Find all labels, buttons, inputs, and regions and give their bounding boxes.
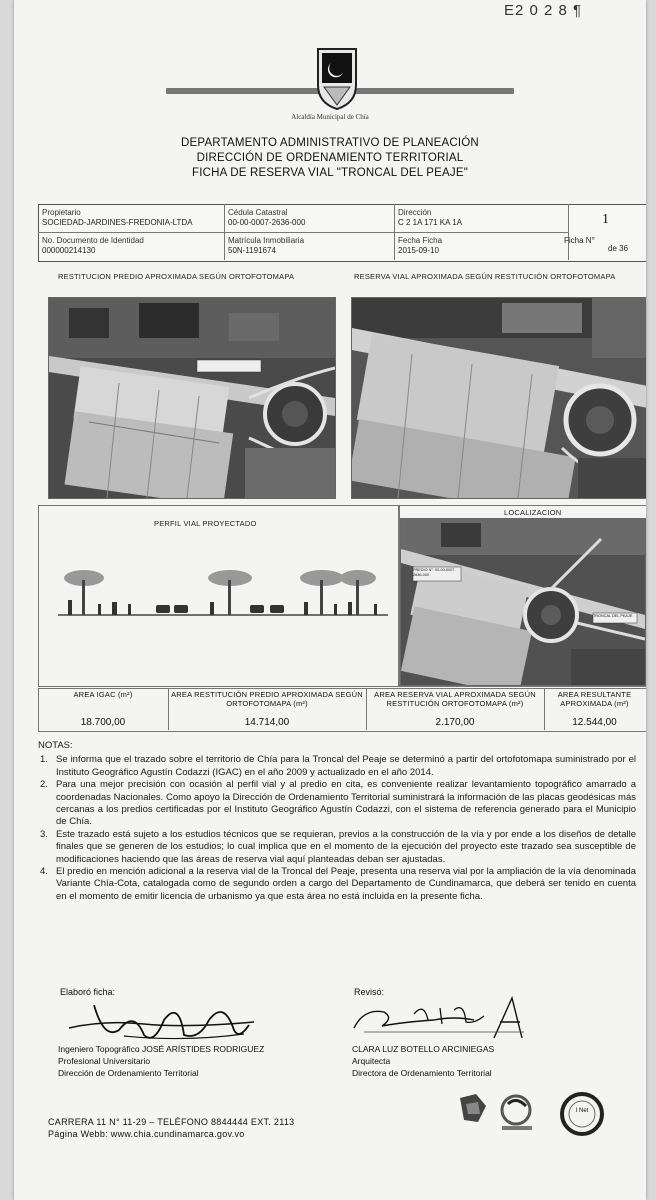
note-item: 2. Para una mejor precisión con ocasión al perfil vial y al predio en cita, es conveniente realizar levantamiento topográfico amarrado a coordenadas Nacionales. Como apoyo la Dirección de Ordenamiento Territorial suministrará la información de las placas geodésicas más cercanas a los predios certificadas por el Instituto Geográfico Agustín Codazzi, con el sistema de referencia generado para el Municipio de Chía. — [40, 779, 636, 828]
matricula-cell — [228, 236, 304, 256]
localizacion-title: LOCALIZACION — [504, 508, 562, 517]
localizacion-orthophoto — [400, 518, 646, 686]
documento-cell — [42, 236, 144, 256]
notes-section — [38, 740, 636, 903]
notes-title: NOTAS: — [38, 740, 73, 751]
note-text: El predio en mención adicional a la reserva vial de la Troncal del Peaje, presenta una reserva vial por la ampliación de la vía denominada Variante Chía-Cota, catalogada como de segundo orden a cargo del Departamento de Cundinamarca, que deberá ser tenido en cuenta en el momento de emitir licencia de urbanismo ya que esta área no está incluida en la presente ficha. — [56, 866, 636, 902]
reserva-orthophoto — [351, 297, 646, 499]
area-restitucion-value: 14.714,00 — [244, 717, 290, 728]
left-signature-label: Elaboró ficha: — [60, 987, 116, 997]
footer-address: CARRERA 11 N° 11-29 – TELÉFONO 8844444 EXT. 2113 — [48, 1117, 295, 1127]
reserva-title: RESERVA VIAL APROXIMADA SEGÚN RESTITUCIÓN ORTOFOTOMAPA — [354, 272, 616, 281]
documento-label: No. Documento de Identidad — [42, 236, 144, 245]
note-item: 1. Se informa que el trazado sobre el territorio de Chía para la Troncal del Peaje se determinó a partir del ortofotomapa suministrado por el Instituto Geográfico Agustín Codazzi (IGAC) en el año 2009 y actualizado en el año 2014. — [40, 754, 636, 778]
left-signer-name: Ingeniero Topográfico JOSÉ ARÍSTIDES RODRIGUEZ — [58, 1044, 265, 1054]
title-department: DEPARTAMENTO ADMINISTRATIVO DE PLANEACIÓN — [181, 137, 479, 149]
left-signature-icon — [64, 990, 264, 1050]
perfil-title: PERFIL VIAL PROYECTADO — [154, 519, 257, 528]
footer — [48, 1116, 294, 1140]
right-signer-role: Arquitecta — [352, 1056, 391, 1066]
document-page — [14, 0, 646, 1200]
fecha-label: Fecha Ficha — [398, 236, 443, 245]
right-signature-icon — [344, 992, 534, 1044]
propietario-cell — [42, 208, 193, 228]
predio-tag: PREDIO N°: 00-00-0007-2636-000 — [413, 568, 456, 577]
title-direction: DIRECCIÓN DE ORDENAMIENTO TERRITORIAL — [196, 152, 464, 164]
document-titles — [14, 136, 646, 181]
direccion-value: C 2 1A 171 KA 1A — [398, 218, 463, 227]
restitucion-orthophoto — [48, 297, 336, 499]
propietario-value: SOCIEDAD-JARDINES-FREDONIA-LTDA — [42, 218, 193, 227]
note-text: Este trazado está sujeto a los estudios técnicos que se requieran, previos a la construcción de la vía y por ende a los diseños de detalle finales que se generen de los estudios; lo cual implica que en el momento de la ejecución del proyecto este trazado sea susceptible de modificaciones haciendo que las áreas de reserva vial aquí planteadas deban ser ajustadas. — [56, 828, 636, 865]
cedula-value: 00-00-0007-2636-000 — [228, 218, 306, 227]
left-signer-block — [58, 1043, 264, 1079]
info-divider — [394, 204, 395, 260]
chia-logo-icon — [502, 1096, 532, 1130]
cedula-label: Cédula Catastral — [228, 208, 288, 217]
right-signer-block — [352, 1043, 494, 1079]
area-igac-col — [38, 688, 169, 730]
ficha-number: 1 — [602, 212, 609, 227]
area-igac-label: AREA IGAC (m²) — [73, 690, 133, 699]
area-resultante-value: 12.544,00 — [572, 717, 617, 728]
matricula-value: 50N-1191674 — [228, 246, 276, 255]
documento-value: 000000214130 — [42, 246, 96, 255]
area-restitucion-col — [168, 688, 367, 730]
fecha-value: 2015-09-10 — [398, 246, 439, 255]
restitucion-title: RESTITUCION PREDIO APROXIMADA SEGÚN ORTOFOTOMAPA — [58, 272, 295, 281]
area-resultante-label: AREA RESULTANTE APROXIMADA (m²) — [557, 690, 632, 708]
area-reserva-value: 2.170,00 — [435, 717, 475, 728]
title-ficha: FICHA DE RESERVA VIAL "TRONCAL DEL PEAJE" — [191, 167, 469, 179]
stamp-number: E2 0 2 8 ¶ — [504, 2, 583, 19]
right-signature-label: Revisó: — [354, 987, 385, 997]
left-signer-dept: Dirección de Ordenamiento Territorial — [58, 1068, 199, 1078]
inet-logo-icon — [562, 1094, 602, 1134]
note-item: 4. El predio en mención adicional a la reserva vial de la Troncal del Peaje, presenta una reserva vial por la ampliación de la vía denominada Variante Chía-Cota, catalogada como de segundo orden a cargo del Departamento de Cundinamarca, que deberá ser tenido en cuenta en el momento de emitir licencia de urbanismo ya que esta área no está incluida en la presente ficha. — [40, 866, 636, 902]
left-signer-role: Profesional Universitario — [58, 1056, 151, 1066]
fecha-cell — [398, 236, 442, 256]
road-profile-drawing — [58, 560, 388, 622]
gov-shield-icon — [460, 1094, 486, 1122]
direccion-label: Dirección — [398, 208, 432, 217]
note-text: Se informa que el trazado sobre el territorio de Chía para la Troncal del Peaje se determinó a partir del ortofotomapa suministrado por el Instituto Geográfico Agustín Codazzi (IGAC) en el año 2009 y actualizado en el año 2014. — [56, 754, 636, 778]
info-divider — [224, 204, 225, 260]
area-igac-value: 18.700,00 — [80, 717, 126, 728]
area-restitucion-label: AREA RESTITUCIÓN PREDIO APROXIMADA SEGÚN ORTOFOTOMAPA (m²) — [171, 690, 363, 708]
cedula-cell — [228, 208, 305, 228]
ficha-total: de 36 — [608, 244, 629, 253]
ficha-label: Ficha N° — [564, 236, 595, 245]
municipality-caption: Alcaldía Municipal de Chía — [291, 113, 369, 121]
area-table-columns — [38, 688, 646, 730]
direccion-cell — [398, 208, 462, 228]
inet-logo-text: I Net — [575, 1108, 589, 1114]
area-reserva-label: AREA RESERVA VIAL APROXIMADA SEGÚN RESTITUCIÓN ORTOFOTOMAPA (m²) — [374, 690, 536, 708]
footer-logos — [454, 1092, 634, 1136]
matricula-label: Matrícula Inmobiliaria — [228, 236, 305, 245]
footer-web: Página Webb: www.chia.cundinamarca.gov.vo — [48, 1129, 245, 1139]
right-signer-dept: Directora de Ordenamiento Territorial — [352, 1068, 492, 1078]
info-divider — [38, 232, 568, 233]
coat-of-arms-icon — [314, 45, 360, 111]
area-resultante-col — [544, 688, 645, 730]
right-signer-name: CLARA LUZ BOTELLO ARCINIEGAS — [352, 1044, 495, 1054]
note-item: 3. Este trazado está sujeto a los estudios técnicos que se requieran, previos a la construcción de la vía y por ende a los diseños de detalle finales que se generen de los estudios; lo cual implica que en el momento de la ejecución del proyecto este trazado sea susceptible de modificaciones haciendo que las áreas de reserva vial aquí planteadas deban ser ajustadas. — [40, 828, 636, 865]
propietario-label: Propietario — [42, 208, 81, 217]
area-reserva-col — [366, 688, 545, 730]
note-text: Para una mejor precisión con ocasión al perfil vial y al predio en cita, es conveniente realizar levantamiento topográfico amarrado a coordenadas Nacionales. Como apoyo la Dirección de Ordenamiento Territorial suministrará la información de las placas geodésicas más cercanas a los predios certificadas por el Instituto Geográfico Agustín Codazzi, con el sistema de referencia generado para el Municipio de Chía. — [56, 779, 636, 828]
troncal-tag: TRONCAL DEL PEAJE — [593, 614, 633, 618]
notes-list — [38, 754, 636, 903]
info-divider — [568, 204, 569, 260]
